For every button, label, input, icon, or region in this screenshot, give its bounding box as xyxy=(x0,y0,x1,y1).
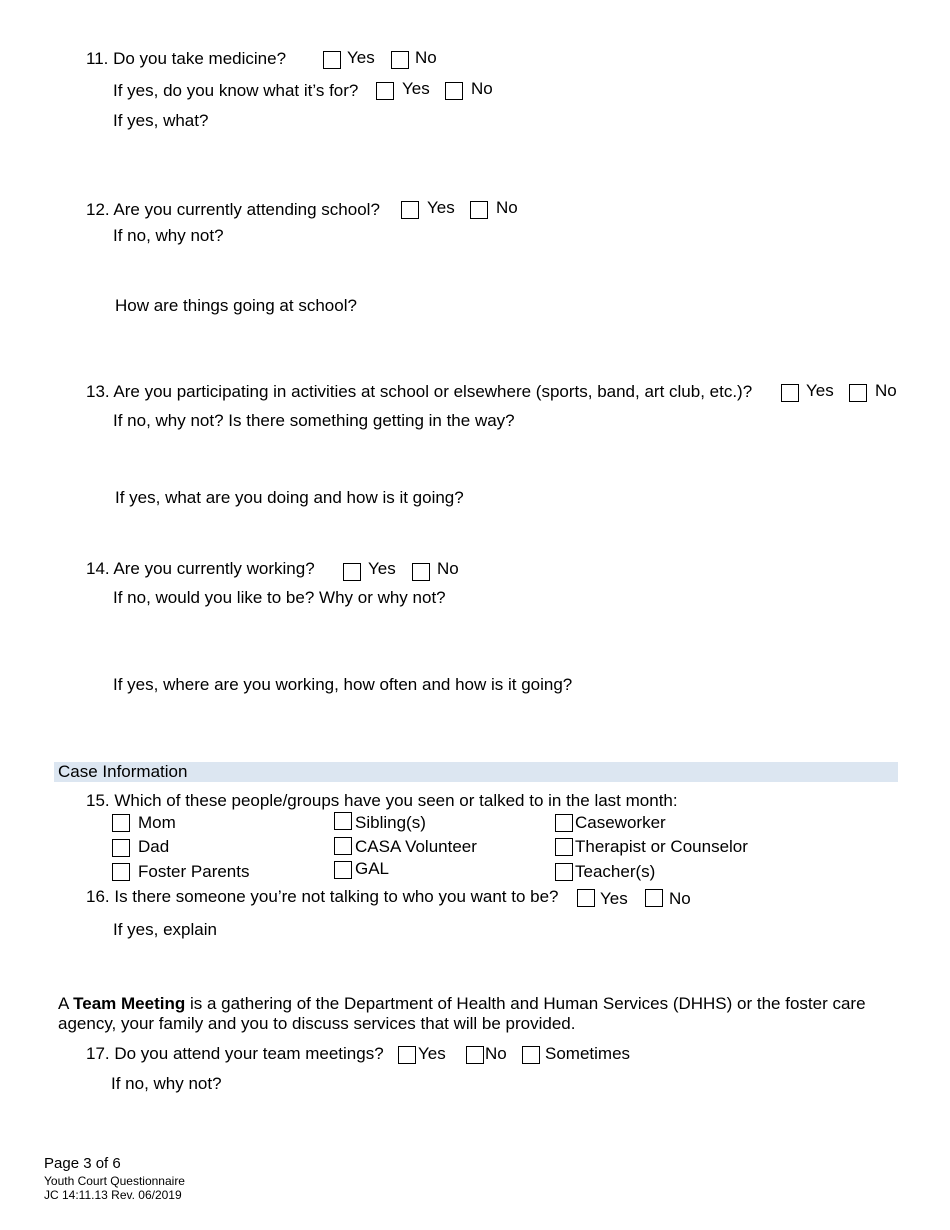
team-meeting-term: Team Meeting xyxy=(73,994,186,1013)
q17-no-checkbox[interactable] xyxy=(466,1046,484,1064)
q15-option-checkbox[interactable] xyxy=(112,839,130,857)
q12-yes-checkbox[interactable] xyxy=(401,201,419,219)
q17-follow1: If no, why not? xyxy=(111,1074,222,1093)
q13-yes-label: Yes xyxy=(806,381,834,400)
q11-follow2: If yes, what? xyxy=(113,111,209,130)
q16-question: 16. Is there someone you’re not talking to who you want to be? xyxy=(86,887,559,906)
q14-follow1: If no, would you like to be? Why or why not? xyxy=(113,588,446,607)
q17-no-label: No xyxy=(485,1044,507,1063)
q15-option-checkbox[interactable] xyxy=(334,837,352,855)
q11-follow1-yes-label: Yes xyxy=(402,79,430,98)
q16-no-label: No xyxy=(669,889,691,908)
page-number: Page 3 of 6 xyxy=(44,1155,121,1172)
q13-follow2: If yes, what are you doing and how is it going? xyxy=(115,488,464,507)
q15-option-label: Dad xyxy=(138,837,170,856)
q11-follow1-yes-checkbox[interactable] xyxy=(376,82,394,100)
q15-option-label: Mom xyxy=(138,813,176,832)
q17-sometimes-checkbox[interactable] xyxy=(522,1046,540,1064)
q15-option-label: Foster Parents xyxy=(138,862,250,881)
q11-yes-label: Yes xyxy=(347,48,375,67)
q13-question: 13. Are you participating in activities at school or elsewhere (sports, band, art club, etc.)? xyxy=(86,382,753,401)
q15-option-label: Sibling(s) xyxy=(355,813,426,832)
q15-option-label: CASA Volunteer xyxy=(355,837,477,856)
form-name: Youth Court Questionnaire xyxy=(44,1174,185,1188)
team-meeting-description: is a gathering of the Department of Health and Human Services (DHHS) or the foster care agency, your family and you to discuss services that will be provided. xyxy=(58,994,866,1033)
team-meeting-paragraph xyxy=(58,994,898,1034)
q13-no-label: No xyxy=(875,381,897,400)
q17-yes-label: Yes xyxy=(418,1044,446,1063)
q14-no-label: No xyxy=(437,559,459,578)
q14-yes-label: Yes xyxy=(368,559,396,578)
q15-question: 15. Which of these people/groups have you seen or talked to in the last month: xyxy=(86,791,678,810)
q15-option-checkbox[interactable] xyxy=(555,814,573,832)
q15-option-label: Therapist or Counselor xyxy=(575,837,748,856)
team-meeting-prefix: A xyxy=(58,994,74,1013)
q15-option-checkbox[interactable] xyxy=(334,861,352,879)
q12-question: 12. Are you currently attending school? xyxy=(86,200,380,219)
q12-no-checkbox[interactable] xyxy=(470,201,488,219)
q11-follow1-no-checkbox[interactable] xyxy=(445,82,463,100)
q16-yes-checkbox[interactable] xyxy=(577,889,595,907)
q15-option-checkbox[interactable] xyxy=(555,838,573,856)
q11-follow1-no-label: No xyxy=(471,79,493,98)
q15-option-checkbox[interactable] xyxy=(555,863,573,881)
q17-sometimes-label: Sometimes xyxy=(545,1044,631,1063)
q14-no-checkbox[interactable] xyxy=(412,563,430,581)
q14-yes-checkbox[interactable] xyxy=(343,563,361,581)
case-information-section-header xyxy=(54,762,898,782)
q11-question: 11. Do you take medicine? xyxy=(86,49,287,68)
q11-yes-checkbox[interactable] xyxy=(323,51,341,69)
q12-follow1: If no, why not? xyxy=(113,226,224,245)
section-title: Case Information xyxy=(58,762,188,781)
q11-follow1: If yes, do you know what it’s for? xyxy=(113,81,359,100)
q15-option-label: GAL xyxy=(355,859,390,878)
q11-no-checkbox[interactable] xyxy=(391,51,409,69)
q12-no-label: No xyxy=(496,198,518,217)
q15-option-label: Caseworker xyxy=(575,813,666,832)
q15-option-checkbox[interactable] xyxy=(112,863,130,881)
q13-no-checkbox[interactable] xyxy=(849,384,867,402)
q11-no-label: No xyxy=(415,48,437,67)
q16-follow1: If yes, explain xyxy=(113,920,217,939)
q16-yes-label: Yes xyxy=(600,889,628,908)
q15-option-label: Teacher(s) xyxy=(575,862,656,881)
q14-follow2: If yes, where are you working, how often and how is it going? xyxy=(113,675,573,694)
q13-follow1: If no, why not? Is there something getting in the way? xyxy=(113,411,515,430)
q17-yes-checkbox[interactable] xyxy=(398,1046,416,1064)
q15-option-checkbox[interactable] xyxy=(334,812,352,830)
q14-question: 14. Are you currently working? xyxy=(86,559,315,578)
form-id: JC 14:11.13 Rev. 06/2019 xyxy=(44,1188,182,1202)
q15-option-checkbox[interactable] xyxy=(112,814,130,832)
q12-yes-label: Yes xyxy=(427,198,455,217)
q17-question: 17. Do you attend your team meetings? xyxy=(86,1044,384,1063)
q13-yes-checkbox[interactable] xyxy=(781,384,799,402)
q16-no-checkbox[interactable] xyxy=(645,889,663,907)
q12-follow2: How are things going at school? xyxy=(115,296,357,315)
